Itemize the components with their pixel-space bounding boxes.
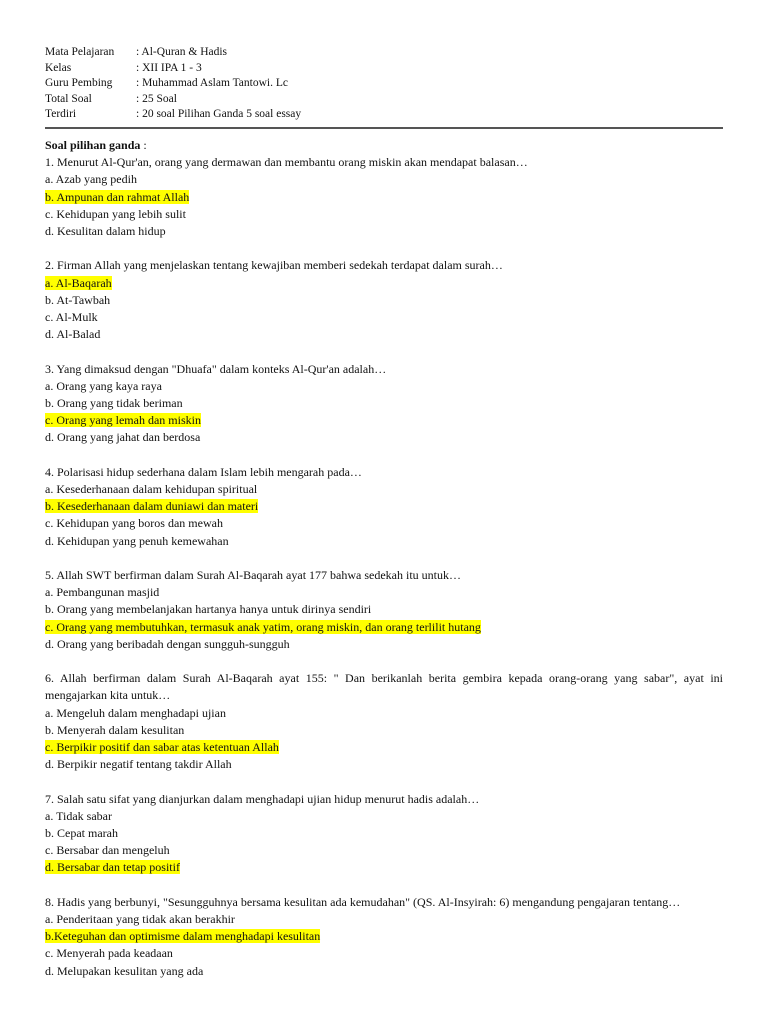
question-text: 4. Polarisasi hidup sederhana dalam Islam lebih mengarah pada… [45,464,362,479]
answer-option [45,636,723,653]
answer-option [45,171,723,188]
answer-option [45,275,723,292]
answer-option [45,412,723,429]
answer-option [45,842,723,859]
header-row [45,45,301,61]
answer-option-text: b. At-Tawbah [45,292,111,307]
answer-option-text: d. Al-Balad [45,327,101,342]
answer-option [45,911,723,928]
answer-option [45,825,723,842]
answer-option [45,498,723,515]
answer-option [45,601,723,618]
question-text: 3. Yang dimaksud dengan "Dhuafa" dalam konteks Al-Qur'an adalah… [45,361,387,376]
section-title-suffix: : [140,138,147,152]
answer-option [45,859,723,876]
answer-option-text: b. Orang yang membelanjakan hartanya hanya untuk dirinya sendiri [45,602,372,617]
answer-option [45,395,723,412]
header-row [45,76,301,92]
question-item [45,791,723,877]
answer-option-text: c. Menyerah pada keadaan [45,946,173,961]
answer-option [45,619,723,636]
answer-option-text: c. Bersabar dan mengeluh [45,843,170,858]
answer-option-text: a. Azab yang pedih [45,172,137,187]
answer-option-text: d. Orang yang beribadah dengan sungguh-sungguh [45,636,290,651]
answer-option-text: a. Pembangunan masjid [45,585,160,600]
answer-option-text: d. Kehidupan yang penuh kemewahan [45,533,229,548]
answer-option-text-highlighted: b.Keteguhan dan optimisme dalam menghadapi kesulitan [45,929,321,944]
answer-option [45,429,723,446]
answer-option [45,808,723,825]
answer-option-text: a. Orang yang kaya raya [45,378,162,393]
question-item [45,670,723,773]
question-text: 8. Hadis yang berbunyi, "Sesungguhnya bersama kesulitan ada kemudahan" (QS. Al-Insyirah: 6) mengandung pengajaran tentang… [45,894,681,909]
answer-option-text: a. Kesederhanaan dalam kehidupan spiritual [45,482,258,497]
question-text: 2. Firman Allah yang menjelaskan tentang kewajiban memberi sedekah terdapat dalam surah… [45,258,503,273]
answer-option [45,928,723,945]
answer-option [45,963,723,980]
answer-option [45,206,723,223]
header-label: Guru Pembing [45,77,113,89]
answer-option [45,309,723,326]
answer-option-text-highlighted: c. Orang yang lemah dan miskin [45,413,201,428]
section-heading [45,137,723,154]
answer-option [45,945,723,962]
question-item [45,567,723,653]
answer-option [45,584,723,601]
answer-option [45,722,723,739]
answer-option [45,223,723,240]
answer-option-text-highlighted: a. Al-Baqarah [45,275,112,290]
answer-option-text: c. Al-Mulk [45,310,98,325]
answer-option-text: d. Melupakan kesulitan yang ada [45,963,204,978]
header-value: : Muhammad Aslam Tantowi. Lc [136,77,288,89]
answer-option-text-highlighted: b. Kesederhanaan dalam duniawi dan materi [45,499,259,514]
answer-option-text-highlighted: b. Ampunan dan rahmat Allah [45,189,190,204]
answer-option-text: a. Penderitaan yang tidak akan berakhir [45,912,235,927]
answer-option [45,326,723,343]
answer-option-text: d. Orang yang jahat dan berdosa [45,430,201,445]
question-item [45,361,723,447]
answer-option-text-highlighted: c. Berpikir positif dan sabar atas ketentuan Allah [45,740,279,755]
header-divider [45,127,723,129]
header-value: : 20 soal Pilihan Ganda 5 soal essay [136,108,302,120]
answer-option-text: d. Berpikir negatif tentang takdir Allah [45,757,232,772]
answer-option [45,189,723,206]
question-section [45,137,723,997]
document-header [45,45,301,123]
answer-option-text: a. Tidak sabar [45,808,112,823]
question-text: 5. Allah SWT berfirman dalam Surah Al-Baqarah ayat 177 bahwa sedekah itu untuk… [45,568,462,583]
header-row [45,61,301,77]
header-label: Kelas [45,61,72,74]
question-item [45,894,723,980]
header-row [45,107,301,123]
answer-option [45,292,723,309]
answer-option-text: d. Kesulitan dalam hidup [45,224,166,239]
answer-option [45,756,723,773]
section-title: Soal pilihan ganda [45,138,141,152]
question-text: 7. Salah satu sifat yang dianjurkan dalam menghadapi ujian hidup menurut hadis adalah… [45,791,480,806]
answer-option [45,515,723,532]
question-list [45,154,723,980]
header-label: Terdiri [45,108,77,120]
header-label: Total Soal [45,92,92,105]
question-item [45,257,723,343]
answer-option [45,739,723,756]
answer-option-text: a. Mengeluh dalam menghadapi ujian [45,705,226,720]
header-label: Mata Pelajaran [45,46,115,58]
question-item [45,464,723,550]
question-item [45,154,723,240]
question-text: 6. Allah berfirman dalam Surah Al-Baqarah ayat 155: " Dan berikanlah berita gembira kepada orang-orang yang sabar", ayat ini mengajarkan kita untuk… [45,671,723,703]
header-value: : XII IPA 1 - 3 [136,61,202,74]
answer-option-text-highlighted: c. Orang yang membutuhkan, termasuk anak yatim, orang miskin, dan orang terlilit hutang [45,619,481,634]
answer-option-text: b. Menyerah dalam kesulitan [45,722,185,737]
answer-option [45,705,723,722]
answer-option-text: b. Cepat marah [45,826,118,841]
answer-option-text: c. Kehidupan yang lebih sulit [45,206,186,221]
question-text: 1. Menurut Al-Qur'an, orang yang dermawan dan membantu orang miskin akan mendapat balasan… [45,155,528,170]
answer-option [45,378,723,395]
header-row [45,92,301,108]
answer-option-text: c. Kehidupan yang boros dan mewah [45,516,223,531]
answer-option [45,533,723,550]
header-value: : Al-Quran & Hadis [136,46,228,58]
header-value: : 25 Soal [136,92,177,105]
answer-option-text: b. Orang yang tidak beriman [45,396,183,411]
answer-option [45,481,723,498]
answer-option-text-highlighted: d. Bersabar dan tetap positif [45,860,180,875]
